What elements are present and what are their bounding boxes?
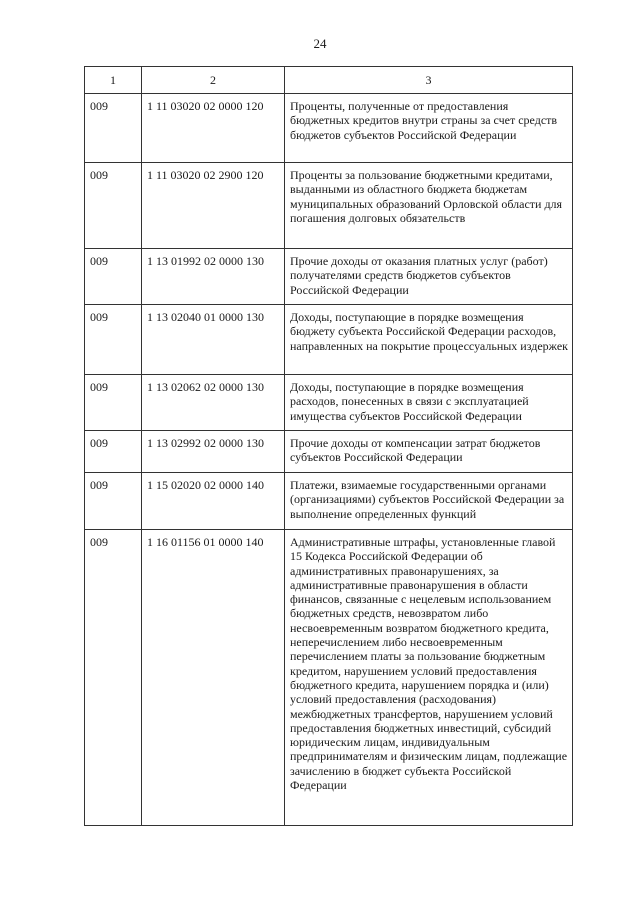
admin-code-cell: 009 bbox=[85, 305, 142, 375]
admin-code-cell: 009 bbox=[85, 249, 142, 305]
description-cell bbox=[285, 431, 573, 473]
admin-code-cell: 009 bbox=[85, 473, 142, 530]
description-cell bbox=[285, 163, 573, 249]
description-text: Проценты за пользование бюджетными кредитами, выданными из областного бюджета бюджетам муниципальных образований Орловской области для погашения долговых обязательств bbox=[290, 168, 563, 225]
table-row bbox=[85, 94, 573, 163]
description-cell bbox=[285, 305, 573, 375]
description-text: Доходы, поступающие в порядке возмещения бюджету субъекта Российской Федерации расходов, направленных на покрытие процессуальных издержек bbox=[290, 310, 568, 353]
page-number: 24 bbox=[313, 36, 327, 51]
table-header-row bbox=[85, 67, 573, 94]
description-text: Прочие доходы от оказания платных услуг (работ) получателями средств бюджетов субъектов Российской Федерации bbox=[290, 254, 548, 297]
budget-code-cell: 1 11 03020 02 0000 120 bbox=[142, 94, 285, 163]
column-header-3: 3 bbox=[285, 67, 573, 94]
admin-code-cell: 009 bbox=[85, 375, 142, 431]
table-row bbox=[85, 305, 573, 375]
admin-code-cell: 009 bbox=[85, 163, 142, 249]
budget-code-cell: 1 15 02020 02 0000 140 bbox=[142, 473, 285, 530]
description-text: Платежи, взимаемые государственными органами (организациями) субъектов Российской Федерации за выполнение определенных функций bbox=[290, 478, 565, 521]
column-header-1: 1 bbox=[85, 67, 142, 94]
admin-code-cell: 009 bbox=[85, 431, 142, 473]
description-cell bbox=[285, 249, 573, 305]
budget-code-cell: 1 13 02040 01 0000 130 bbox=[142, 305, 285, 375]
table-row bbox=[85, 163, 573, 249]
table-row bbox=[85, 431, 573, 473]
column-header-2: 2 bbox=[142, 67, 285, 94]
admin-code-cell: 009 bbox=[85, 94, 142, 163]
table-row bbox=[85, 530, 573, 826]
budget-code-cell: 1 13 02062 02 0000 130 bbox=[142, 375, 285, 431]
description-text: Прочие доходы от компенсации затрат бюджетов субъектов Российской Федерации bbox=[290, 436, 541, 465]
description-cell bbox=[285, 530, 573, 826]
budget-code-cell: 1 11 03020 02 2900 120 bbox=[142, 163, 285, 249]
budget-code-cell: 1 13 02992 02 0000 130 bbox=[142, 431, 285, 473]
description-text: Доходы, поступающие в порядке возмещения расходов, понесенных в связи с эксплуатацией имущества субъектов Российской Федерации bbox=[290, 380, 529, 423]
description-cell bbox=[285, 375, 573, 431]
description-cell bbox=[285, 94, 573, 163]
table-row bbox=[85, 375, 573, 431]
table-row bbox=[85, 249, 573, 305]
budget-code-cell: 1 13 01992 02 0000 130 bbox=[142, 249, 285, 305]
budget-code-cell: 1 16 01156 01 0000 140 bbox=[142, 530, 285, 826]
description-text: Проценты, полученные от предоставления бюджетных кредитов внутри страны за счет средств бюджетов субъектов Российской Федерации bbox=[290, 99, 558, 142]
description-cell bbox=[285, 473, 573, 530]
table-row bbox=[85, 473, 573, 530]
admin-code-cell: 009 bbox=[85, 530, 142, 826]
budget-codes-table bbox=[84, 66, 573, 826]
description-text: Административные штрафы, установленные главой 15 Кодекса Российской Федерации об административных правонарушениях, за административные правонарушения в области финансов, связанные с нецелевым использованием бюджетных средств, невозвратом либо несвоевременным возвратом бюджетного кредита, неперечислением либо несвоевременным перечислением платы за пользование бюджетным кредитом, нарушением условий предоставления бюджетного кредита, нарушением порядка и (или) условий предоставления (расходования) межбюджетных трансфертов, нарушением условий предоставления бюджетных инвестиций, субсидий юридическим лицам, индивидуальным предпринимателям и физическим лицам, подлежащие зачислению в бюджет субъекта Российской Федерации bbox=[290, 535, 568, 793]
